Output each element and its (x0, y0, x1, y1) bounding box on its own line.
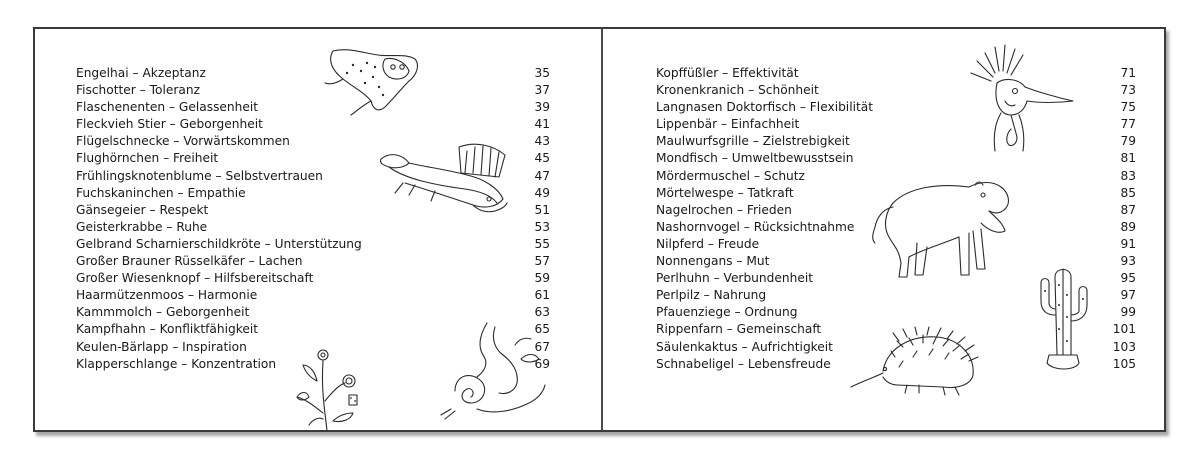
toc-entry-title: Großer Brauner Rüsselkäfer – Lachen (76, 254, 303, 269)
toc-entry-page: 39 (534, 100, 550, 115)
cactus-illustration (1031, 255, 1101, 373)
toc-entry[interactable] (76, 270, 550, 287)
toc-entry-page: 73 (1120, 83, 1136, 98)
wildflower-illustration (287, 341, 367, 433)
toc-entry-page: 67 (534, 339, 550, 354)
toc-entry[interactable] (76, 236, 550, 253)
toc-entry-page: 85 (1120, 185, 1136, 200)
toc-entry-title: Nonnengans – Mut (656, 254, 770, 269)
angel-shark-illustration (323, 39, 423, 117)
toc-entry-page: 61 (534, 288, 550, 303)
toc-entry-page: 91 (1120, 236, 1136, 251)
toc-entry-title: Nagelrochen – Frieden (656, 202, 792, 217)
toc-entry-title: Maulwurfsgrille – Zielstrebigkeit (656, 134, 850, 149)
toc-entry-page: 63 (534, 305, 550, 320)
toc-entry-page: 41 (534, 117, 550, 132)
echidna-illustration (847, 327, 979, 399)
toc-entry-title: Fuchskaninchen – Empathie (76, 185, 246, 200)
toc-entry[interactable] (76, 287, 550, 304)
toc-entry-title: Kampfhahn – Konfliktfähigkeit (76, 322, 258, 337)
toc-entry-title: Nashornvogel – Rücksichtnahme (656, 219, 855, 234)
toc-entry-page: 83 (1120, 168, 1136, 183)
toc-entry-title: Keulen-Bärlapp – Inspiration (76, 339, 247, 354)
toc-entry-page: 81 (1120, 151, 1136, 166)
toc-entry-page: 79 (1120, 134, 1136, 149)
toc-entry-page: 87 (1120, 202, 1136, 217)
toc-entry-title: Rippenfarn – Gemeinschaft (656, 322, 822, 337)
toc-entry[interactable] (76, 82, 550, 99)
toc-entry[interactable] (76, 65, 550, 82)
flying-squirrel-illustration (375, 137, 515, 227)
toc-entry-title: Gelbrand Scharnierschildkröte – Unterstützung (76, 236, 362, 251)
toc-entry-title: Flughörnchen – Freiheit (76, 151, 219, 166)
toc-entry-page: 47 (534, 168, 550, 183)
toc-entry-title: Lippenbär – Einfachheit (656, 117, 800, 132)
toc-entry-page: 77 (1120, 117, 1136, 132)
toc-entry-title: Perlhuhn – Verbundenheit (656, 271, 813, 286)
left-page (35, 29, 601, 430)
toc-entry-page: 101 (1112, 322, 1136, 337)
toc-entry-title: Frühlingsknotenblume – Selbstvertrauen (76, 168, 323, 183)
toc-entry-page: 103 (1112, 339, 1136, 354)
toc-entry-page: 97 (1120, 288, 1136, 303)
toc-entry-title: Kopffüßler – Effektivität (656, 66, 799, 80)
snail-shell-illustration (437, 319, 547, 425)
toc-entry-page: 57 (534, 254, 550, 269)
toc-entry-title: Haarmützenmoos – Harmonie (76, 288, 258, 303)
toc-entry-title: Flügelschnecke – Vorwärtskommen (76, 134, 290, 149)
toc-entry[interactable] (76, 253, 550, 270)
toc-entry[interactable] (76, 99, 550, 116)
toc-entry-title: Gänsegeier – Respekt (76, 202, 209, 217)
toc-entry-page: 89 (1120, 219, 1136, 234)
toc-entry-title: Pfauenziege – Ordnung (656, 305, 798, 320)
toc-entry-page: 71 (1120, 66, 1136, 80)
toc-entry-page: 99 (1120, 305, 1136, 320)
toc-entry-page: 51 (534, 202, 550, 217)
toc-entry-title: Perlpilz – Nahrung (656, 288, 767, 303)
toc-entry-title: Mördermuschel – Schutz (656, 168, 805, 183)
toc-entry-page: 55 (534, 236, 550, 251)
toc-entry-page: 49 (534, 185, 550, 200)
toc-entry-page: 59 (534, 271, 550, 286)
toc-entry-page: 53 (534, 219, 550, 234)
toc-entry-title: Fleckvieh Stier – Geborgenheit (76, 117, 263, 132)
toc-entry-page: 35 (534, 66, 550, 80)
toc-entry-title: Fischotter – Toleranz (76, 83, 200, 98)
toc-entry-title: Engelhai – Akzeptanz (76, 66, 206, 80)
toc-entry-page: 95 (1120, 271, 1136, 286)
toc-entry-title: Großer Wiesenknopf – Hilfsbereitschaft (76, 271, 314, 286)
toc-entry-title: Flaschenenten – Gelassenheit (76, 100, 259, 115)
toc-entry-title: Kronenkranich – Schönheit (656, 83, 819, 98)
hippo-illustration (869, 173, 1019, 281)
toc-entry-page: 93 (1120, 254, 1136, 269)
toc-entry-page: 37 (534, 83, 550, 98)
toc-entry-page: 45 (534, 151, 550, 166)
toc-entry-title: Nilpferd – Freude (656, 236, 760, 251)
toc-entry-page: 75 (1120, 100, 1136, 115)
book-spread (33, 27, 1166, 432)
toc-entry-title: Klapperschlange – Konzentration (76, 356, 277, 371)
toc-entry-title: Geisterkrabbe – Ruhe (76, 219, 208, 234)
toc-entry-page: 105 (1112, 356, 1136, 371)
toc-entry-page: 65 (534, 322, 550, 337)
toc-entry-page: 43 (534, 134, 550, 149)
toc-entry[interactable] (656, 150, 1136, 167)
toc-entry-title: Langnasen Doktorfisch – Flexibilität (656, 100, 873, 115)
toc-entry[interactable] (76, 116, 550, 133)
toc-entry-title: Kammmolch – Geborgenheit (76, 305, 250, 320)
toc-entry-page: 69 (534, 356, 550, 371)
crowned-crane-illustration (965, 43, 1085, 153)
toc-entry-title: Mörtelwespe – Tatkraft (656, 185, 794, 200)
toc-entry-title: Säulenkaktus – Aufrichtigkeit (656, 339, 833, 354)
toc-entry-title: Mondfisch – Umweltbewusstsein (656, 151, 854, 166)
right-page (603, 29, 1166, 430)
toc-entry-title: Schnabeligel – Lebensfreude (656, 356, 831, 371)
